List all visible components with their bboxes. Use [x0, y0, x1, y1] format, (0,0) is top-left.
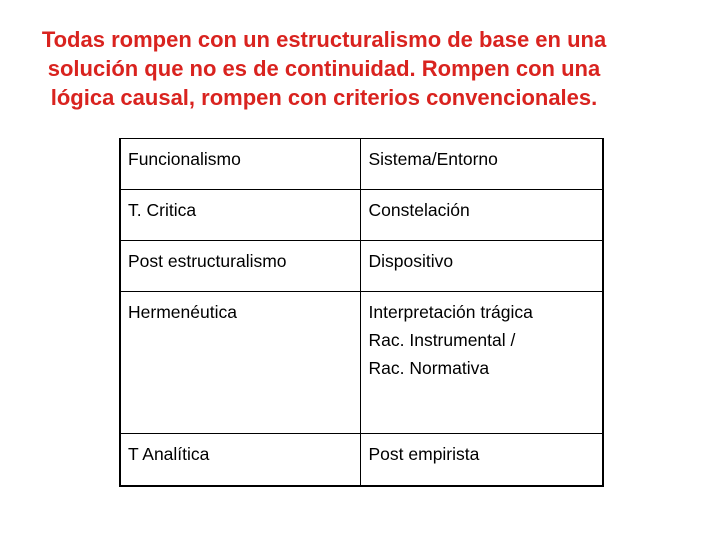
table-row	[120, 241, 603, 292]
table-row	[120, 292, 603, 434]
concept-cell	[360, 190, 603, 241]
theory-cell: T. Critica	[120, 190, 360, 241]
concept-line: Constelación	[368, 200, 470, 220]
table-row	[120, 190, 603, 241]
concept-line: Interpretación trágica	[368, 302, 533, 322]
slide-title	[6, 25, 642, 112]
theory-cell: T Analítica	[120, 434, 360, 486]
concept-line: Dispositivo	[368, 251, 454, 271]
concept-line: Post empirista	[368, 444, 480, 464]
concept-line: Sistema/Entorno	[368, 149, 498, 169]
concept-line: Rac. Instrumental /	[368, 330, 516, 350]
table-row	[120, 434, 603, 486]
theory-cell: Hermenéutica	[120, 292, 360, 434]
concept-cell	[360, 292, 603, 434]
theory-cell: Post estructuralismo	[120, 241, 360, 292]
title-line-2: solución que no es de continuidad. Rompen con una	[47, 56, 601, 81]
table-row	[120, 139, 603, 190]
theories-table	[119, 138, 604, 487]
concept-cell	[360, 434, 603, 486]
title-line-1: Todas rompen con un estructuralismo de base en una	[41, 27, 607, 52]
concept-cell	[360, 139, 603, 190]
concept-line: Rac. Normativa	[368, 358, 490, 378]
title-line-3: lógica causal, rompen con criterios convencionales.	[50, 85, 598, 110]
theory-cell: Funcionalismo	[120, 139, 360, 190]
concept-cell	[360, 241, 603, 292]
